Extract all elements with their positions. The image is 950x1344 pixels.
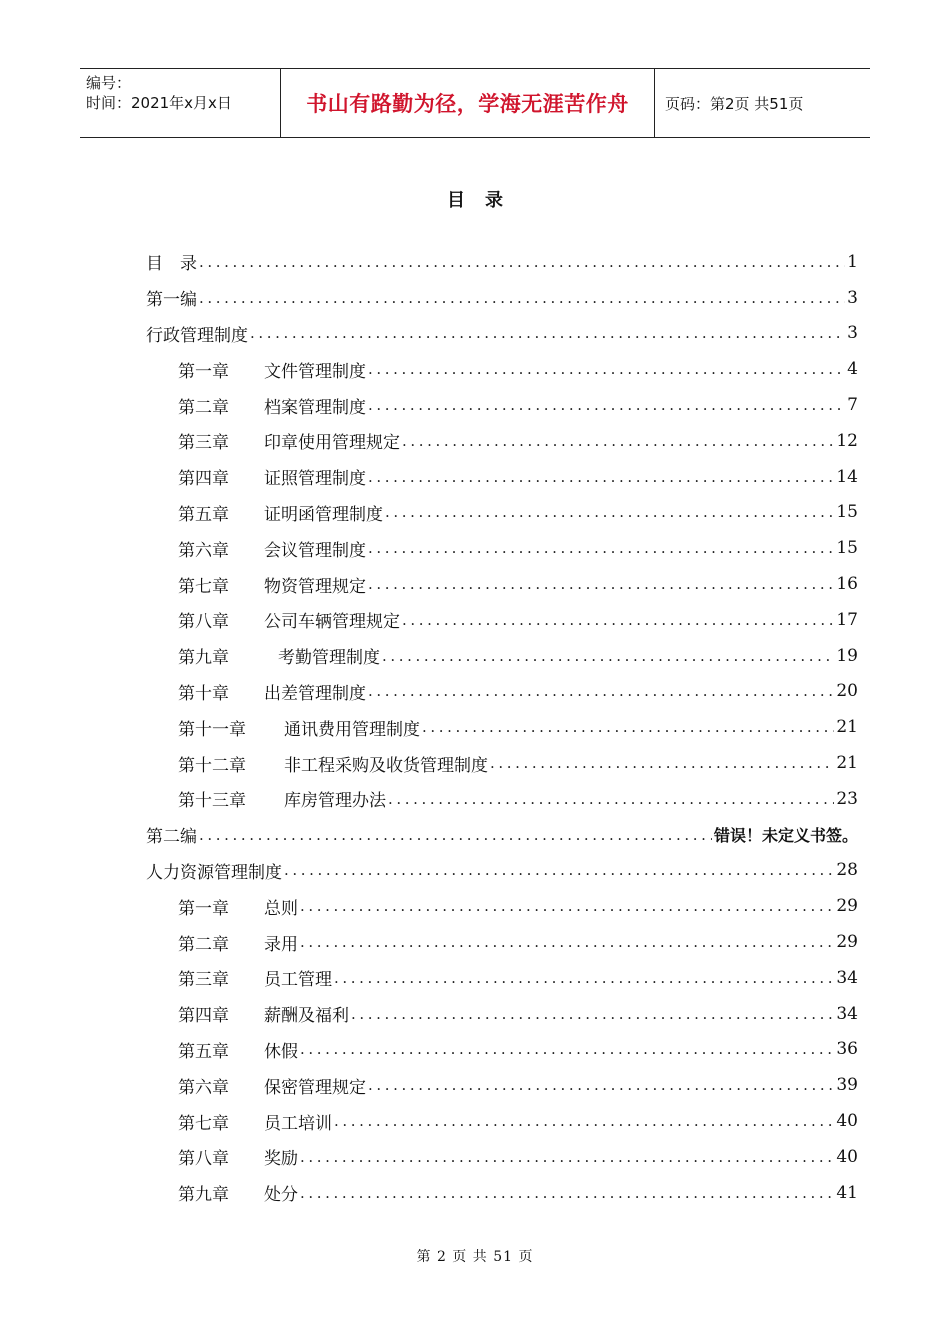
toc-leader-dots <box>368 360 845 378</box>
toc-entry[interactable] <box>146 888 858 924</box>
toc-page-number: 3 <box>847 287 858 308</box>
toc-page-number: 19 <box>836 645 858 666</box>
toc-page-number: 20 <box>836 681 858 702</box>
toc-chapter-number: 第一章 <box>178 898 229 919</box>
toc-leader-dots <box>199 289 845 307</box>
toc-entry[interactable] <box>146 351 858 387</box>
toc-page-number: 12 <box>836 430 858 451</box>
toc-leader-dots <box>300 933 834 951</box>
toc-chapter-number: 第六章 <box>178 1077 229 1098</box>
toc-entry[interactable] <box>146 960 858 996</box>
toc-leader-dots <box>351 1005 834 1023</box>
toc-leader-dots <box>388 790 834 808</box>
toc-entry-title: 物资管理规定 <box>264 576 366 597</box>
toc-chapter-number: 第七章 <box>178 576 229 597</box>
toc-entry-title: 行政管理制度 <box>146 325 248 346</box>
toc-entry-title: 第二编 <box>146 827 197 848</box>
toc-entry[interactable] <box>146 745 858 781</box>
header-number-label: 编号： <box>86 74 132 92</box>
toc-chapter-number: 第十二章 <box>178 755 246 776</box>
toc-chapter-number: 第五章 <box>178 504 229 525</box>
toc-entry[interactable] <box>146 602 858 638</box>
toc-entry[interactable] <box>146 709 858 745</box>
toc-chapter-number: 第九章 <box>178 1185 229 1206</box>
toc-page-number: 4 <box>847 359 858 380</box>
toc-leader-dots <box>368 682 834 700</box>
toc-entry-title: 库房管理办法 <box>284 791 386 812</box>
toc-entry[interactable] <box>146 244 858 280</box>
toc-entry[interactable] <box>146 817 858 853</box>
toc-entry-title: 人力资源管理制度 <box>146 862 282 883</box>
toc-leader-dots <box>382 647 834 665</box>
toc-page-number: 7 <box>847 395 858 416</box>
toc-entry-title: 证照管理制度 <box>264 469 366 490</box>
toc-entry-title: 录用 <box>264 934 298 955</box>
toc-chapter-number: 第四章 <box>178 1006 229 1027</box>
toc-page-number: 29 <box>836 932 858 953</box>
toc-chapter-number: 第九章 <box>178 648 229 669</box>
toc-chapter-number: 第四章 <box>178 469 229 490</box>
toc-entry[interactable] <box>146 853 858 889</box>
toc-page-number: 3 <box>847 323 858 344</box>
toc-leader-dots <box>402 432 834 450</box>
toc-entry[interactable] <box>146 280 858 316</box>
toc-entry[interactable] <box>146 924 858 960</box>
toc-entry-title: 目 录 <box>146 254 197 275</box>
toc-leader-dots <box>402 611 834 629</box>
toc-page-number: 17 <box>836 609 858 630</box>
toc-chapter-number: 第一章 <box>178 361 229 382</box>
toc-chapter-number: 第七章 <box>178 1113 229 1134</box>
toc-leader-dots <box>490 754 834 772</box>
toc-entry[interactable] <box>146 566 858 602</box>
toc-leader-dots <box>334 969 834 987</box>
toc-chapter-number: 第三章 <box>178 970 229 991</box>
toc-page-number: 34 <box>836 967 858 988</box>
toc-entry-title: 薪酬及福利 <box>264 1006 349 1027</box>
toc-leader-dots <box>368 396 845 414</box>
toc-leader-dots <box>334 1112 834 1130</box>
header-page-info: 页码：第2页 共51页 <box>665 94 804 113</box>
toc-leader-dots <box>300 1148 834 1166</box>
toc-entry[interactable] <box>146 1032 858 1068</box>
toc-page-number: 40 <box>836 1111 858 1132</box>
toc-entry[interactable] <box>146 316 858 352</box>
toc-entry[interactable] <box>146 638 858 674</box>
page-header <box>80 68 870 138</box>
toc-page-number: 36 <box>836 1039 858 1060</box>
header-meta <box>80 69 280 137</box>
toc-page-number: 23 <box>836 788 858 809</box>
toc-entry-title: 处分 <box>264 1185 298 1206</box>
toc-page-number: 1 <box>847 251 858 272</box>
toc-entry-title: 公司车辆管理规定 <box>264 612 400 633</box>
toc-entry-title: 会议管理制度 <box>264 540 366 561</box>
toc-entry-title: 保密管理规定 <box>264 1077 366 1098</box>
toc-chapter-number: 第八章 <box>178 1149 229 1170</box>
toc-chapter-number: 第十三章 <box>178 791 246 812</box>
toc-entry[interactable] <box>146 1139 858 1175</box>
toc-page-number: 39 <box>836 1075 858 1096</box>
header-date-label: 时间：2021年x月x日 <box>86 94 232 112</box>
toc-entry-title: 非工程采购及收货管理制度 <box>284 755 488 776</box>
toc-chapter-number: 第二章 <box>178 934 229 955</box>
toc-page-number: 14 <box>836 466 858 487</box>
toc-entry[interactable] <box>146 495 858 531</box>
toc-chapter-number: 第十一章 <box>178 719 246 740</box>
toc-leader-dots <box>422 718 834 736</box>
toc-leader-dots <box>385 503 834 521</box>
header-motto: 书山有路勤为径，学海无涯苦作舟 <box>280 69 655 137</box>
toc-entry[interactable] <box>146 996 858 1032</box>
toc-chapter-number: 第三章 <box>178 433 229 454</box>
toc-entry-title: 出差管理制度 <box>264 683 366 704</box>
toc-entry-title: 总则 <box>264 898 298 919</box>
toc-page-number: 34 <box>836 1003 858 1024</box>
toc-page-number: 28 <box>836 860 858 881</box>
toc-entry[interactable] <box>146 423 858 459</box>
toc-entry-title: 印章使用管理规定 <box>264 433 400 454</box>
toc-entry-title: 员工培训 <box>264 1113 332 1134</box>
toc-entry-title: 奖励 <box>264 1149 298 1170</box>
toc-entry-title: 档案管理制度 <box>264 397 366 418</box>
toc-entry[interactable] <box>146 530 858 566</box>
toc-chapter-number: 第十章 <box>178 683 229 704</box>
toc-entry[interactable] <box>146 459 858 495</box>
toc-entry-title: 休假 <box>264 1041 298 1062</box>
toc-leader-dots <box>368 468 834 486</box>
toc-page-number: 29 <box>836 896 858 917</box>
toc-entry[interactable] <box>146 387 858 423</box>
toc-entry-title: 考勤管理制度 <box>278 648 380 669</box>
toc-entry-title: 员工管理 <box>264 970 332 991</box>
toc-chapter-number: 第八章 <box>178 612 229 633</box>
toc-leader-dots <box>300 1040 834 1058</box>
toc-title: 目录 <box>447 190 523 211</box>
toc-leader-dots <box>368 1076 834 1094</box>
toc-entry-title: 文件管理制度 <box>264 361 366 382</box>
toc-page-number: 40 <box>836 1146 858 1167</box>
toc-entry[interactable] <box>146 1103 858 1139</box>
table-of-contents <box>146 244 858 1211</box>
toc-leader-dots <box>250 324 845 342</box>
toc-entry-title: 证明函管理制度 <box>264 504 383 525</box>
toc-leader-dots <box>284 861 834 879</box>
toc-page-number: 16 <box>836 574 858 595</box>
toc-leader-dots <box>300 897 834 915</box>
toc-entry[interactable] <box>146 781 858 817</box>
toc-page-number: 21 <box>836 753 858 774</box>
toc-page-number: 15 <box>836 502 858 523</box>
toc-leader-dots <box>368 575 834 593</box>
toc-page-number: 错误！未定义书签。 <box>713 826 858 846</box>
toc-leader-dots <box>368 539 834 557</box>
toc-page-number: 15 <box>836 538 858 559</box>
toc-chapter-number: 第二章 <box>178 397 229 418</box>
toc-chapter-number: 第五章 <box>178 1041 229 1062</box>
toc-leader-dots <box>199 253 845 271</box>
page-footer: 第 2 页 共 51 页 <box>416 1249 534 1265</box>
toc-page-number: 21 <box>836 717 858 738</box>
toc-leader-dots <box>199 826 712 844</box>
toc-entry[interactable] <box>146 1175 858 1211</box>
toc-leader-dots <box>300 1184 834 1202</box>
toc-page-number: 41 <box>836 1182 858 1203</box>
toc-chapter-number: 第六章 <box>178 540 229 561</box>
toc-entry[interactable] <box>146 674 858 710</box>
toc-entry-title: 通讯费用管理制度 <box>284 719 420 740</box>
toc-entry-title: 第一编 <box>146 290 197 311</box>
toc-entry[interactable] <box>146 1067 858 1103</box>
